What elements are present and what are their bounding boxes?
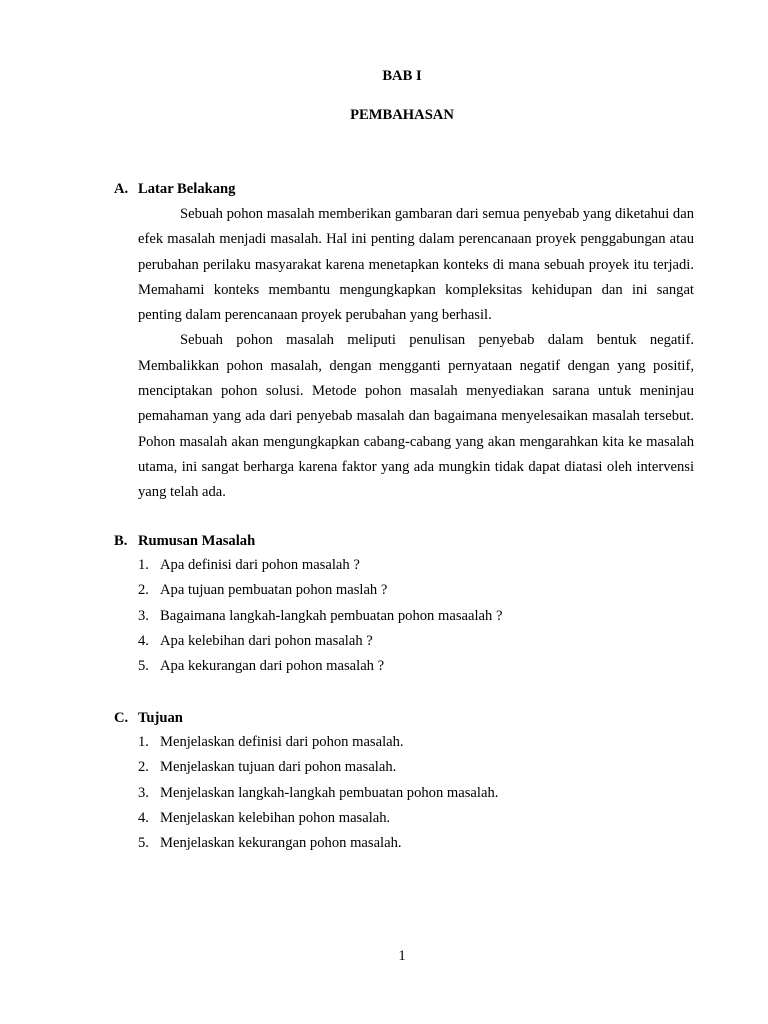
list-text: Menjelaskan definisi dari pohon masalah. [160, 734, 404, 750]
list-text: Menjelaskan tujuan dari pohon masalah. [160, 759, 397, 776]
list-number: 5. [138, 835, 149, 852]
list-text: Bagaimana langkah-langkah pembuatan pohon masaalah ? [160, 607, 503, 624]
section-a-body [138, 202, 694, 506]
list-number: 2. [138, 759, 149, 776]
list-text: Apa tujuan pembuatan pohon maslah ? [160, 582, 388, 599]
list-number: 2. [138, 582, 149, 599]
section-b-letter: B. [114, 533, 128, 549]
section-a-heading [114, 180, 235, 198]
page-number: 1 [398, 948, 406, 964]
section-b-heading [114, 532, 255, 550]
list-number: 5. [138, 658, 149, 675]
list-item [138, 578, 502, 603]
section-a-letter: A. [114, 181, 129, 197]
list-text: Menjelaskan kekurangan pohon masalah. [160, 835, 402, 852]
section-c-letter: C. [114, 710, 129, 726]
problem-formulation-list [138, 553, 502, 679]
list-item [138, 730, 498, 755]
list-item [138, 806, 498, 831]
list-number: 4. [138, 809, 149, 826]
list-number: 3. [138, 607, 149, 624]
list-text: Apa kelebihan dari pohon masalah ? [160, 632, 373, 649]
list-text: Menjelaskan langkah-langkah pembuatan pohon masalah. [160, 784, 499, 801]
list-text: Menjelaskan kelebihan pohon masalah. [160, 809, 391, 826]
paragraph: Sebuah pohon masalah meliputi penulisan penyebab dalam bentuk negatif. Membalikkan pohon masalah, dengan mengganti pernyataan negatif dengan yang positif, menciptakan pohon solusi. Metode pohon masalah menyediakan sarana untuk meninjau pemahaman yang ada dari penyebab masalah dan bagaimana menyelesaikan masalah tersebut. Pohon masalah akan mengungkapkan cabang-cabang yang akan mengarahkan kita ke masalah utama, ini sangat berharga karena faktor yang ada mungkin tidak dapat diatasi oleh intervensi yang telah ada. [138, 332, 694, 501]
section-b-title: Rumusan Masalah [138, 533, 256, 549]
list-text: Apa kekurangan dari pohon masalah ? [160, 658, 385, 675]
list-item [138, 604, 502, 629]
list-item [138, 629, 502, 654]
section-a-title: Latar Belakang [138, 181, 236, 197]
list-item [138, 553, 502, 578]
list-number: 1. [138, 734, 149, 750]
list-item [138, 831, 498, 856]
list-number: 4. [138, 632, 149, 649]
objectives-list [138, 730, 498, 856]
list-item [138, 781, 498, 806]
list-item [138, 654, 502, 679]
paragraph: Sebuah pohon masalah memberikan gambaran dari semua penyebab yang diketahui dan efek masalah menjadi masalah. Hal ini penting dalam perencanaan proyek penggabungan atau perubahan perilaku masyarakat karena menetapkan konteks di mana sebuah proyek itu terjadi. Memahami konteks membantu mengungkapkan kompleksitas kehidupan dan ini sangat penting dalam perencanaan proyek perubahan yang berhasil. [138, 206, 694, 324]
list-number: 3. [138, 784, 149, 801]
chapter-subtitle: PEMBAHASAN [350, 107, 454, 123]
list-number: 1. [138, 557, 149, 573]
list-text: Apa definisi dari pohon masalah ? [160, 557, 360, 573]
chapter-title: BAB I [382, 68, 422, 84]
section-c-heading [114, 709, 183, 727]
section-c-title: Tujuan [138, 710, 183, 726]
list-item [138, 755, 498, 780]
